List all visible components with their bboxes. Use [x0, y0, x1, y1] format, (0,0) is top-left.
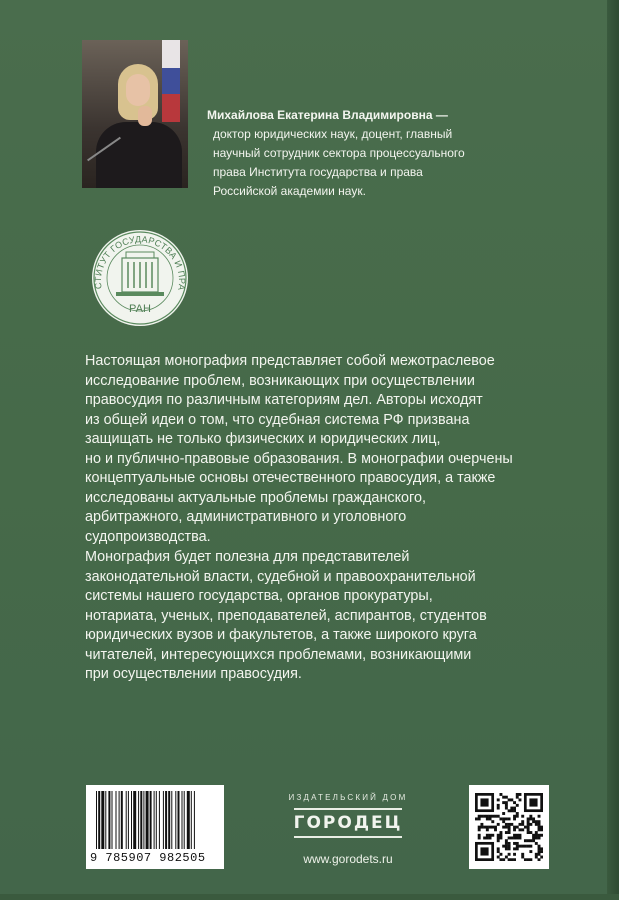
qr-code	[469, 785, 549, 869]
publisher-label: ИЗДАТЕЛЬСКИЙ ДОМ	[288, 793, 408, 802]
institute-seal-logo	[90, 228, 190, 328]
publisher-block	[284, 793, 412, 866]
qr-code-icon	[475, 793, 543, 861]
seal-abbr: РАН	[129, 303, 151, 315]
isbn-barcode	[86, 785, 224, 869]
barcode-digits: 9 785907 982505	[90, 851, 206, 865]
publisher-logo	[294, 808, 402, 838]
annotation-paragraph-1: Настоящая монография представляет собой межотраслевое исследование проблем, возникающих при осуществлении правосудия по различным категориям дел. Авторы исходят из общей идеи о том, что судебная система РФ призвана защищать не только физических и юридических лиц, но и публично-правовые образования. В монографии очерчены концептуальные основы отечественного правосудия, а также исследованы актуальные проблемы гражданского, арбитражного, административного и уголовного судопроизводства.	[85, 353, 513, 545]
publisher-logo-text: ГОРОДЕЦ	[293, 813, 403, 833]
author-bio	[207, 106, 507, 201]
author-name: Михайлова Екатерина Владимировна —	[207, 108, 448, 122]
barcode-bars	[96, 791, 214, 849]
author-description: доктор юридических наук, доцент, главный научный сотрудник сектора процессуального права Института государства и права Российской академии наук.	[213, 127, 465, 198]
author-photo	[82, 40, 188, 188]
annotation-paragraph-2: Монография будет полезна для представителей законодательной власти, судебной и правоохранительной системы нашего государства, органов прокуратуры, нотариата, ученых, преподавателей, аспирантов, студентов юридических вузов и факультетов, а также широкого круга читателей, интересующихся проблемами, возникающими при осуществлении правосудия.	[85, 549, 487, 682]
cover-edge-right	[607, 0, 619, 900]
publisher-website[interactable]: www.gorodets.ru	[303, 852, 393, 866]
seal-ring-text: СТИТУТ ГОСУДАРСТВА И ПРА	[92, 234, 188, 292]
cover-edge-bottom	[0, 894, 619, 900]
